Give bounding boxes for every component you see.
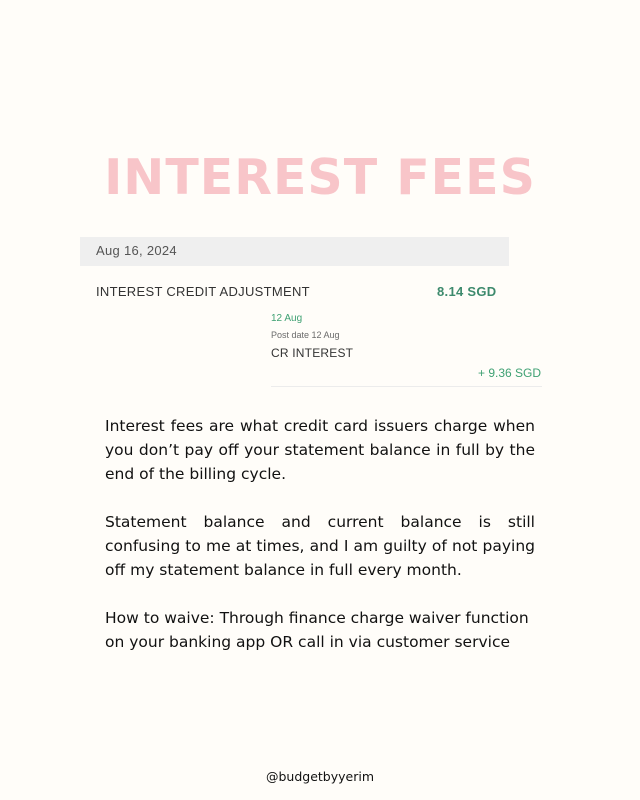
paragraph-definition: Interest fees are what credit card issuers charge when you don’t pay off your statement balance in full by the end of the billing cycle.	[105, 417, 535, 483]
divider	[271, 386, 542, 387]
author-handle: @budgetbyyerim	[265, 769, 375, 784]
statement-date-header	[80, 237, 509, 266]
transaction-amount: 8.14 SGD	[437, 284, 497, 299]
transaction-description: INTEREST CREDIT ADJUSTMENT	[96, 284, 310, 299]
sub-transaction-description: CR INTEREST	[271, 346, 354, 360]
page-title: INTEREST FEES	[104, 149, 536, 206]
sub-transaction-amount: + 9.36 SGD	[478, 366, 542, 380]
paragraph-personal-note: Statement balance and current balance is still confusing to me at times, and I am guilty of not paying off my statement balance in full every month.	[105, 513, 535, 579]
sub-transaction-date: 12 Aug	[271, 313, 303, 324]
paragraph-how-to-waive: How to waive: Through finance charge waiver function on your banking app OR call in via customer service	[105, 609, 529, 651]
sub-transaction-post-date: Post date 12 Aug	[271, 330, 340, 340]
statement-date: Aug 16, 2024	[96, 243, 177, 258]
explanation-text	[105, 414, 535, 678]
